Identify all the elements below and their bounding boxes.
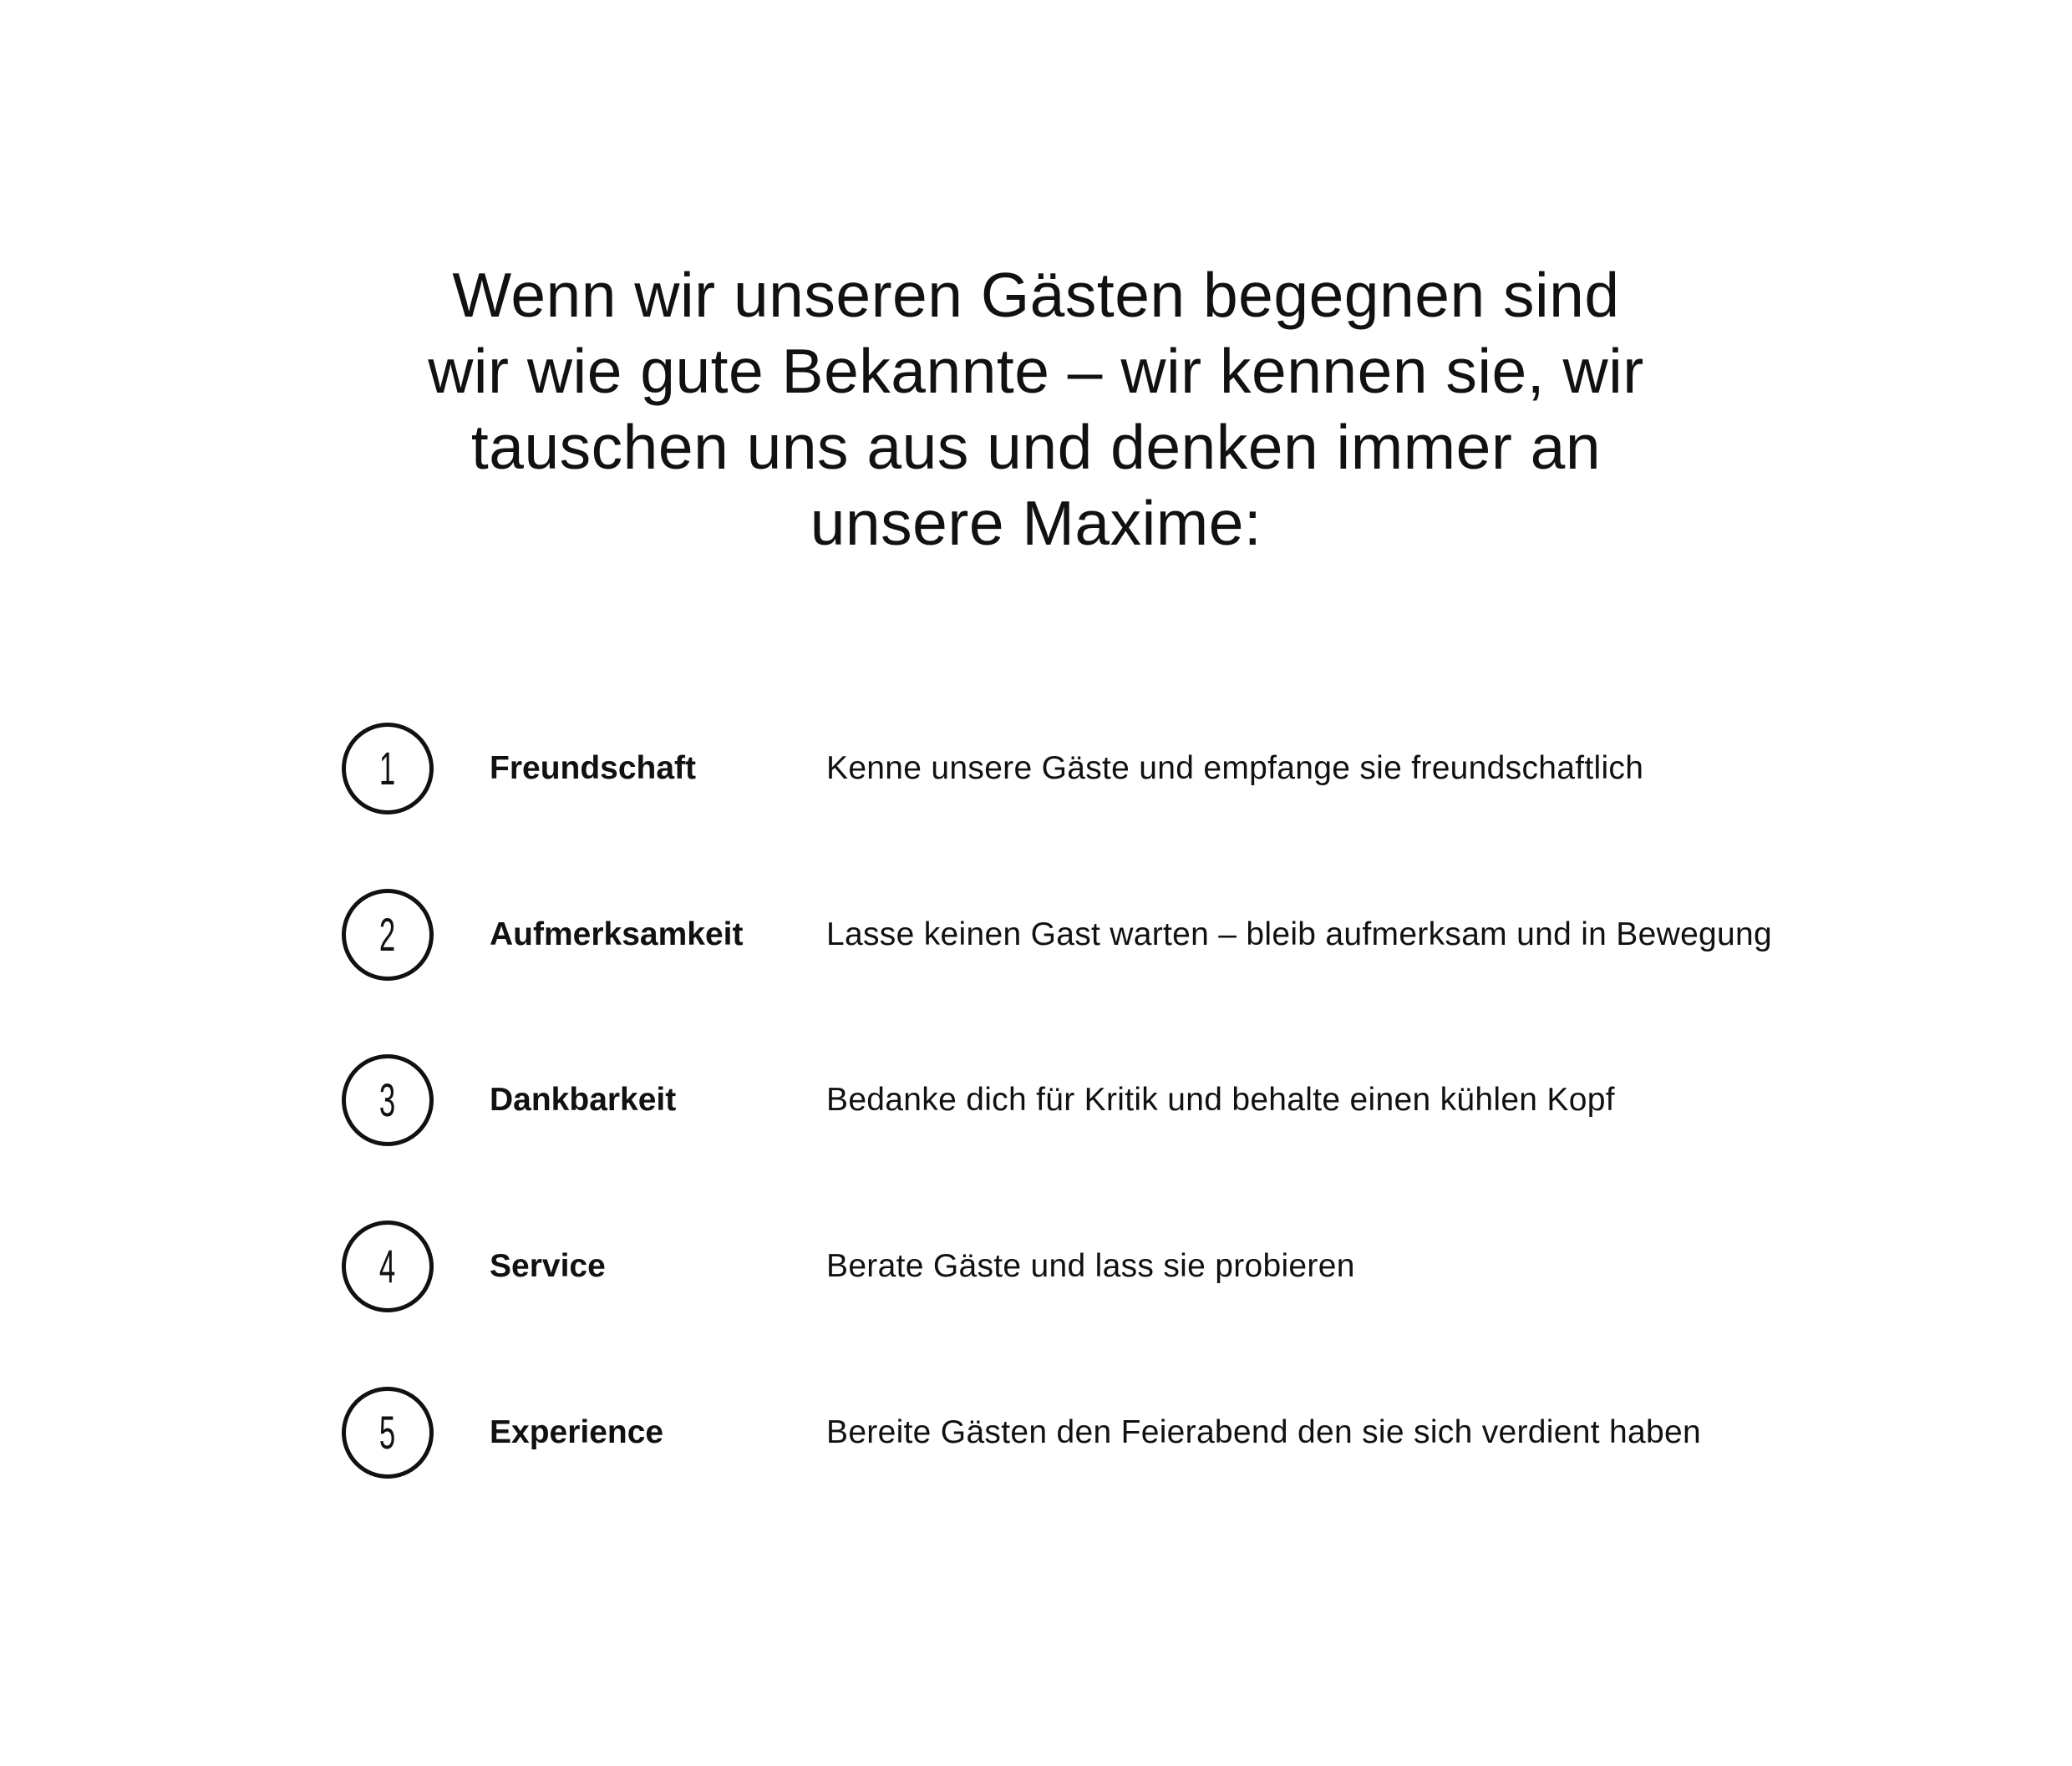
intro-line: wir wie gute Bekannte – wir kennen sie, wir bbox=[428, 336, 1644, 406]
maxim-item bbox=[0, 1220, 2072, 1312]
maxim-number: 4 bbox=[379, 1240, 396, 1292]
maxim-title: Freundschaft bbox=[490, 750, 697, 786]
number-badge bbox=[342, 723, 434, 814]
maxim-item bbox=[0, 1054, 2072, 1146]
maxim-description: Bereite Gästen den Feierabend den sie sich verdient haben bbox=[826, 1414, 1701, 1450]
maxim-title: Service bbox=[490, 1248, 606, 1284]
maxim-number: 5 bbox=[379, 1406, 396, 1459]
maxim-number: 3 bbox=[379, 1073, 396, 1126]
number-badge bbox=[342, 1220, 434, 1312]
number-badge bbox=[342, 1054, 434, 1146]
maxim-description: Lasse keinen Gast warten – bleib aufmerksam und in Bewegung bbox=[826, 916, 1773, 952]
maxim-description: Berate Gäste und lass sie probieren bbox=[826, 1248, 1355, 1284]
number-badge bbox=[342, 1387, 434, 1479]
maxim-item bbox=[0, 1387, 2072, 1479]
maxim-number: 1 bbox=[379, 742, 396, 794]
maxim-number: 2 bbox=[379, 908, 396, 961]
maxim-title: Aufmerksamkeit bbox=[490, 916, 744, 952]
maxim-title: Experience bbox=[490, 1414, 664, 1450]
number-badge bbox=[342, 889, 434, 981]
maxim-title: Dankbarkeit bbox=[490, 1082, 677, 1118]
intro-line: unsere Maxime: bbox=[810, 488, 1262, 558]
maxim-description: Bedanke dich für Kritik und behalte einen kühlen Kopf bbox=[826, 1082, 1615, 1118]
maxim-item bbox=[0, 889, 2072, 981]
maxim-item bbox=[0, 723, 2072, 814]
maxim-description: Kenne unsere Gäste und empfange sie freundschaftlich bbox=[826, 750, 1644, 786]
intro-line: tauschen uns aus und denken immer an bbox=[470, 412, 1602, 482]
intro-line: Wenn wir unseren Gästen begegnen sind bbox=[452, 260, 1620, 330]
